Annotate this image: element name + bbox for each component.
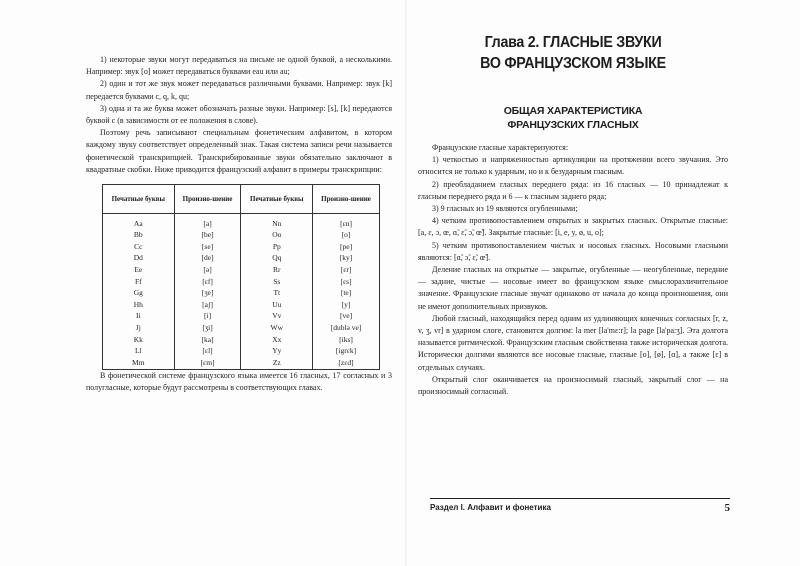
table-row [103, 264, 380, 276]
pronunciation-cell: [o] [313, 230, 380, 242]
letter-cell: Dd [103, 253, 175, 265]
pronunciation-cell: [zεd] [313, 357, 380, 369]
pronunciation-cell: [aʃ] [174, 299, 241, 311]
pronunciation-cell: [de] [174, 253, 241, 265]
pronunciation-cell: [εm] [174, 357, 241, 369]
pronunciation-cell: [a] [174, 214, 241, 230]
letter-cell: Tt [241, 288, 313, 300]
right-paragraph-5: 4) четким противопоставлением открытых и закрытых гласных. Открытые гласные: [a, ε, ɔ, œ, ɑ̃, ε̃, ɔ̃, œ̃]. Закрытые гласные: [i, e, y, ø, u, o]; [418, 216, 728, 238]
table-header-row [103, 185, 380, 214]
paragraph-bottom: В фонетической системе французского языка имеется 16 гласных, 17 согласных и 3 полугласные, которые будут рассмотрены в соответствующих главах. [86, 370, 392, 392]
pronunciation-cell: [igrεk] [313, 346, 380, 358]
page-footer [430, 498, 730, 512]
pronunciation-cell: [ve] [313, 311, 380, 323]
right-paragraph-7: Деление гласных на открытые — закрытые, огубленные — неогубленные, передние — задние, чистые — носовые имеет во французском языке смыслоразличительное значение. Французские гласные звучат одинаково от начала до конца произношения, они не имеют дополнительных призвуков. [418, 265, 728, 311]
alphabet-table-wrap [102, 184, 380, 370]
letter-cell: Cc [103, 241, 175, 253]
table-row [103, 311, 380, 323]
letter-cell: Aa [103, 214, 175, 230]
letter-cell: Vv [241, 311, 313, 323]
table-row [103, 253, 380, 265]
header-pronunciation-1: Произно-шение [174, 185, 241, 214]
letter-cell: Qq [241, 253, 313, 265]
letter-cell: Yy [241, 346, 313, 358]
pronunciation-cell: [iks] [313, 334, 380, 346]
letter-cell: Kk [103, 334, 175, 346]
letter-cell: Hh [103, 299, 175, 311]
letter-cell: Uu [241, 299, 313, 311]
paragraph-2: 2) один и тот же звук может передаваться различными буквами. Например: звук [k] передается буквами c, q, k, qu; [86, 79, 392, 101]
table-row [103, 214, 380, 230]
alphabet-table-body [103, 214, 380, 370]
table-row [103, 276, 380, 288]
table-row [103, 322, 380, 334]
right-paragraph-6: 5) четким противопоставлением чистых и носовых гласных. Носовыми гласными являются: [ɑ̃, ɔ̃, ε̃, œ̃]. [418, 240, 728, 262]
chapter-title [430, 32, 715, 74]
letter-cell: Ww [241, 322, 313, 334]
paragraph-1: 1) некоторые звуки могут передаваться на письме не одной буквой, а несколькими. Например: звук [o] может передаваться буквами eau или au; [86, 55, 392, 77]
letter-cell: Nn [241, 214, 313, 230]
table-row [103, 357, 380, 369]
table-row [103, 230, 380, 242]
letter-cell: Bb [103, 230, 175, 242]
letter-cell: Pp [241, 241, 313, 253]
table-row [103, 346, 380, 358]
pronunciation-cell: [ky] [313, 253, 380, 265]
page-gutter [405, 0, 407, 566]
alphabet-table [102, 184, 380, 370]
right-paragraph-9: Открытый слог оканчивается на произносимый гласный, закрытый слог — на произносимый согласный. [418, 374, 728, 397]
section-title-line-2: ФРАНЦУЗСКИХ ГЛАСНЫХ [507, 119, 639, 131]
page-number: 5 [724, 502, 730, 514]
header-pronunciation-2: Произно-шение [313, 185, 380, 214]
chapter-title-line-1: Глава 2. ГЛАСНЫЕ ЗВУКИ [484, 34, 662, 51]
right-paragraph-4: 3) 9 гласных из 19 являются огубленными; [432, 204, 578, 214]
pronunciation-cell: [εl] [174, 346, 241, 358]
letter-cell: Ss [241, 276, 313, 288]
pronunciation-cell: [εf] [174, 276, 241, 288]
letter-cell: Jj [103, 322, 175, 334]
letter-cell: Xx [241, 334, 313, 346]
section-title-line-1: ОБЩАЯ ХАРАКТЕРИСТИКА [503, 105, 643, 117]
pronunciation-cell: [ka] [174, 334, 241, 346]
right-paragraph-3: 2) преобладанием гласных переднего ряда: из 16 гласных — 10 принадлежат к гласным переднего ряда и 6 — к гласным заднего ряда; [418, 179, 728, 201]
pronunciation-cell: [εn] [313, 214, 380, 230]
section-title [418, 104, 728, 132]
pronunciation-cell: [se] [174, 241, 241, 253]
header-letters-2: Печатные буквы [241, 185, 313, 214]
right-paragraph-8: Любой гласный, находящийся перед одним из удлиняющих конечных согласных [r, z, v, ʒ, vr] в ударном слоге, становится долгим: la mer [la'mε:r]; la page [la'pa:ʒ]. Эта долгота называется ритмической. Французским гласным свойственна также историческая долгота. Исторически долгими являются все носовые гласные, гласные [o], [ø], [ɑ], а также [ε] в отдельных случаях. [418, 313, 728, 372]
table-row [103, 334, 380, 346]
pronunciation-cell: [ʒi] [174, 322, 241, 334]
pronunciation-cell: [ʒe] [174, 288, 241, 300]
letter-cell: Ii [103, 311, 175, 323]
table-row [103, 288, 380, 300]
letter-cell: Gg [103, 288, 175, 300]
letter-cell: Mm [103, 357, 175, 369]
pronunciation-cell: [dublə ve] [313, 322, 380, 334]
pronunciation-cell: [y] [313, 299, 380, 311]
letter-cell: Oo [241, 230, 313, 242]
pronunciation-cell: [pe] [313, 241, 380, 253]
pronunciation-cell: [i] [174, 311, 241, 323]
chapter-title-line-2: ВО ФРАНЦУЗСКОМ ЯЗЫКЕ [480, 55, 666, 72]
running-title: Раздел I. Алфавит и фонетика [430, 503, 551, 512]
paragraph-4: Поэтому речь записывают специальным фонетическим алфавитом, в котором каждому звуку соответствует определенный знак. Такая система записи речи называется фонетической транскрипцией. Транскрибированные звуки обязательно заключают в квадратные скобки. Ниже приводится французский алфавит в примеры транскрипции: [86, 128, 392, 174]
table-row [103, 299, 380, 311]
table-row [103, 241, 380, 253]
letter-cell: Ff [103, 276, 175, 288]
left-page [86, 54, 392, 394]
header-letters-1: Печатные буквы [103, 185, 175, 214]
pronunciation-cell: [be] [174, 230, 241, 242]
right-page [418, 32, 728, 398]
letter-cell: Zz [241, 357, 313, 369]
letter-cell: Ee [103, 264, 175, 276]
pronunciation-cell: [te] [313, 288, 380, 300]
letter-cell: Rr [241, 264, 313, 276]
letter-cell: Ll [103, 346, 175, 358]
right-paragraph-1: Французские гласные характеризуются: [432, 143, 569, 152]
pronunciation-cell: [ə] [174, 264, 241, 276]
right-paragraph-2: 1) четкостью и напряженностью артикуляции на протяжении всего звучания. Это относится не только к ударным, но и к безударным гласным. [418, 155, 728, 177]
pronunciation-cell: [εs] [313, 276, 380, 288]
paragraph-3: 3) одна и та же буква может обозначать разные звуки. Например: [s], [k] передаются буквой с (в зависимости от ее положения в слове). [86, 103, 392, 126]
pronunciation-cell: [εr] [313, 264, 380, 276]
